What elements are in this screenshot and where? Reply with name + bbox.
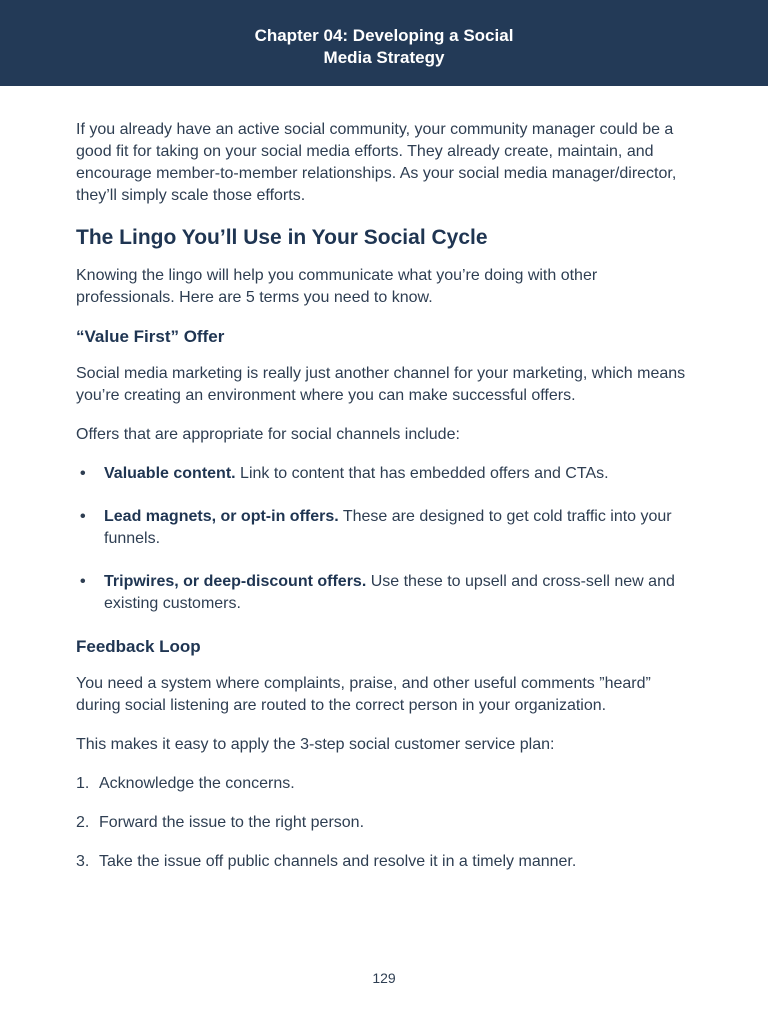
section-intro-paragraph: Knowing the lingo will help you communicate what you’re doing with other professionals. Here are 5 terms you need to know. (76, 267, 598, 306)
service-steps-list (76, 773, 696, 873)
step-number: 1. (76, 775, 90, 792)
list-item (80, 463, 696, 485)
list-item (76, 812, 696, 834)
list-item (80, 506, 696, 550)
bullet-description: Link to content that has embedded offers and CTAs. (235, 465, 609, 482)
bullet-description: Use these to upsell and cross-sell new and existing customers. (104, 573, 675, 612)
bullet-term: Lead magnets, or opt-in offers. (104, 508, 339, 525)
page-content (76, 119, 696, 890)
value-first-paragraph-2: Offers that are appropriate for social channels include: (76, 426, 460, 443)
value-first-heading: “Value First” Offer (76, 327, 225, 346)
bullet-dot-icon: • (80, 465, 86, 482)
bullet-dot-icon: • (80, 573, 86, 590)
list-item (76, 773, 696, 795)
feedback-loop-heading: Feedback Loop (76, 637, 201, 656)
offer-list (76, 463, 696, 615)
page-number: 129 (372, 970, 396, 986)
chapter-title-line-1: Chapter 04: Developing a Social (254, 26, 514, 45)
intro-paragraph: If you already have an active social community, your community manager could be a good fit for taking on your social media efforts. They already create, maintain, and encourage member-to-member relationships. As your social media manager/director, they’ll simply scale those efforts. (76, 121, 677, 204)
step-text: Forward the issue to the right person. (99, 814, 365, 831)
bullet-description: These are designed to get cold traffic into your funnels. (104, 508, 672, 547)
step-text: Take the issue off public channels and resolve it in a timely manner. (99, 853, 577, 870)
list-item (76, 851, 696, 873)
bullet-term: Valuable content. (104, 465, 236, 482)
bullet-term: Tripwires, or deep-discount offers. (104, 573, 367, 590)
list-item (80, 571, 696, 615)
section-title: The Lingo You’ll Use in Your Social Cycle (76, 226, 488, 249)
value-first-paragraph-1: Social media marketing is really just another channel for your marketing, which means you’re creating an environment where you can make successful offers. (76, 365, 686, 404)
step-number: 2. (76, 814, 90, 831)
chapter-title-line-2: Media Strategy (323, 48, 445, 67)
step-text: Acknowledge the concerns. (99, 775, 295, 792)
feedback-paragraph-2: This makes it easy to apply the 3-step social customer service plan: (76, 736, 555, 753)
chapter-header (0, 0, 768, 86)
bullet-dot-icon: • (80, 508, 86, 525)
step-number: 3. (76, 853, 90, 870)
feedback-paragraph-1: You need a system where complaints, praise, and other useful comments ”heard” during social listening are routed to the correct person in your organization. (76, 675, 651, 714)
